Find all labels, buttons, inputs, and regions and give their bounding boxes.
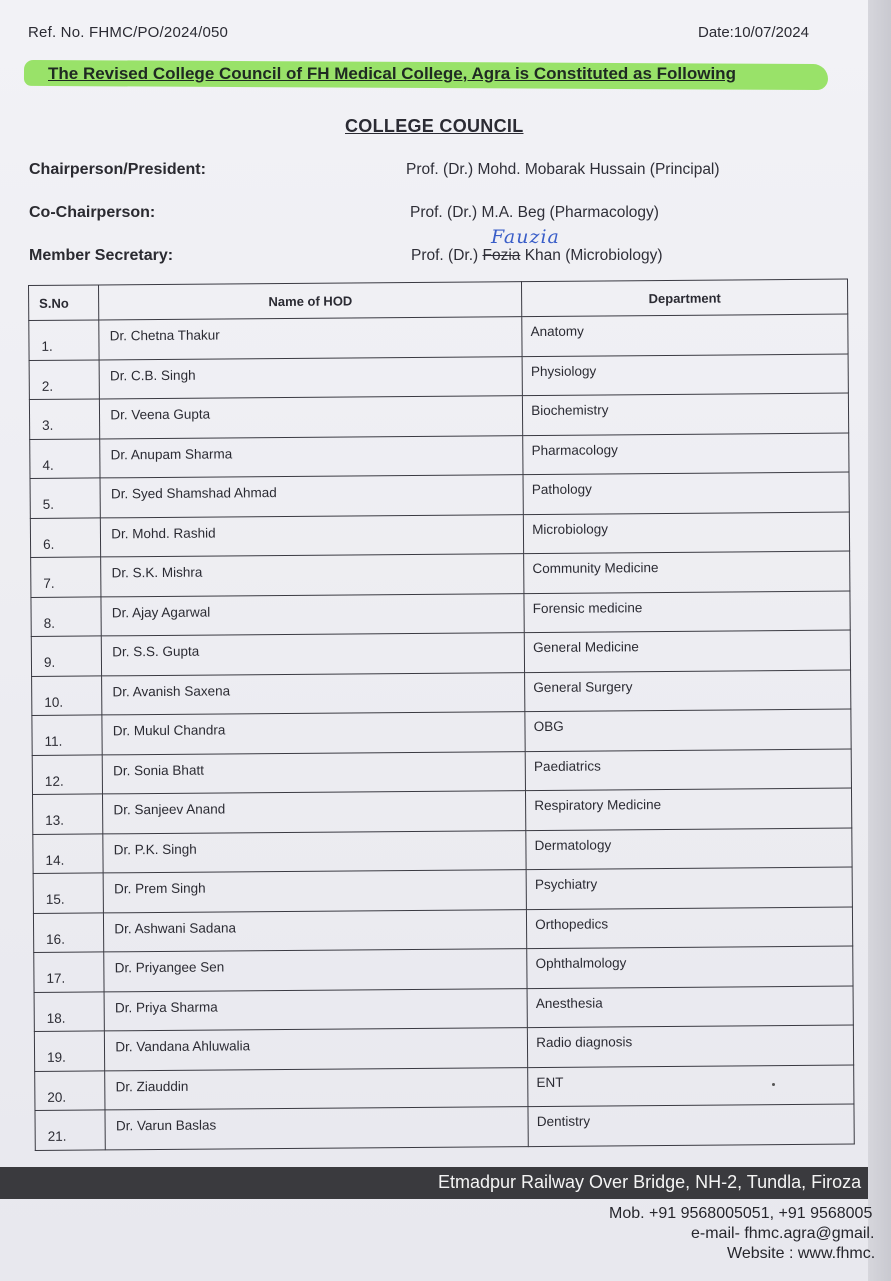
row-department: OBG — [533, 718, 564, 735]
row-department: Forensic medicine — [532, 599, 643, 616]
row-sno-cell — [31, 557, 102, 597]
row-sno: 21. — [47, 1128, 67, 1144]
footer-mobile: Mob. +91 9568005051, +91 9568005 — [609, 1205, 873, 1222]
row-sno-cell — [31, 636, 102, 676]
row-sno-cell — [32, 754, 103, 794]
row-sno: 1. — [41, 338, 53, 354]
row-hod-name-cell — [102, 633, 525, 676]
row-hod-name-cell — [101, 554, 524, 597]
table-row — [34, 986, 853, 1032]
chairperson-value: Prof. (Dr.) Mohd. Mobarak Hussain (Principal) — [406, 161, 720, 178]
row-department-cell — [527, 946, 853, 988]
row-department-cell — [527, 986, 853, 1028]
table-row — [29, 393, 848, 439]
row-department-cell — [525, 670, 851, 712]
row-sno: 18. — [46, 1010, 66, 1026]
row-department: ENT — [536, 1074, 564, 1090]
row-sno-cell — [33, 833, 104, 873]
row-sno: 7. — [43, 575, 55, 591]
row-department-cell — [528, 1104, 854, 1146]
row-hod-name-cell — [105, 1067, 528, 1110]
row-department-cell — [522, 314, 848, 356]
row-sno: 14. — [45, 852, 65, 868]
row-hod-name: Dr. S.K. Mishra — [111, 564, 203, 581]
table-row — [30, 433, 849, 479]
header-sno: S.No — [29, 285, 100, 321]
row-department-cell — [524, 551, 850, 593]
row-sno: 17. — [46, 970, 66, 986]
document-headline: The Revised College Council of FH Medical College, Agra is Constituted as Following — [48, 64, 736, 83]
table-row — [31, 630, 850, 676]
row-sno: 4. — [42, 457, 54, 473]
row-hod-name: Dr. Sonia Bhatt — [113, 762, 204, 778]
co-chairperson-label: Co-Chairperson: — [29, 204, 156, 221]
row-department-cell — [526, 828, 852, 870]
row-sno-cell — [29, 399, 100, 439]
table-row — [34, 946, 853, 992]
row-hod-name-cell — [105, 1028, 528, 1071]
row-sno: 11. — [44, 733, 63, 749]
row-hod-name: Dr. Mohd. Rashid — [111, 525, 216, 541]
row-sno-cell — [33, 912, 104, 952]
row-department: Anesthesia — [535, 995, 603, 1011]
row-hod-name-cell — [101, 593, 524, 636]
row-sno: 12. — [44, 773, 64, 789]
table-row — [33, 907, 852, 953]
row-hod-name: Dr. Ajay Agarwal — [111, 604, 211, 620]
row-department-cell — [526, 788, 852, 830]
row-sno-cell — [35, 1110, 106, 1150]
row-sno-cell — [30, 438, 101, 478]
row-department-cell — [523, 472, 849, 514]
row-department: Pharmacology — [531, 441, 618, 458]
page-edge — [868, 0, 891, 1281]
council-title: COLLEGE COUNCIL — [345, 116, 524, 136]
row-hod-name: Dr. Prem Singh — [113, 880, 206, 897]
co-chairperson-value: Prof. (Dr.) M.A. Beg (Pharmacology) — [410, 204, 659, 221]
row-sno-cell — [33, 873, 104, 913]
struck-name: Fozia — [482, 247, 521, 264]
row-department-cell — [528, 1065, 854, 1107]
table-body — [29, 314, 854, 1150]
row-sno-cell — [32, 715, 103, 755]
header-department: Department — [522, 279, 848, 317]
table-row — [35, 1104, 854, 1150]
row-sno: 20. — [47, 1089, 67, 1105]
row-hod-name: Dr. Anupam Sharma — [110, 445, 233, 462]
row-department: Microbiology — [532, 520, 608, 537]
table-row — [35, 1065, 854, 1111]
row-hod-name-cell — [104, 988, 527, 1031]
row-department: Biochemistry — [531, 402, 609, 419]
row-hod-name: Dr. Avanish Saxena — [112, 682, 231, 699]
row-sno-cell — [35, 1070, 106, 1110]
row-sno: 8. — [43, 615, 55, 631]
table-row — [30, 472, 849, 518]
row-department: Dentistry — [536, 1113, 591, 1130]
row-hod-name: Dr. Chetna Thakur — [109, 327, 220, 344]
row-sno: 13. — [45, 812, 65, 828]
row-department-cell — [524, 512, 850, 554]
row-sno-cell — [33, 794, 104, 834]
row-hod-name: Dr. Priya Sharma — [114, 999, 218, 1015]
row-hod-name: Dr. Veena Gupta — [110, 406, 211, 423]
row-department-cell — [524, 630, 850, 672]
row-hod-name: Dr. Ashwani Sadana — [114, 919, 237, 936]
footer-address: Etmadpur Railway Over Bridge, NH-2, Tundla, Firoza — [438, 1172, 862, 1192]
row-sno-cell — [34, 991, 105, 1031]
row-hod-name-cell — [105, 1107, 528, 1150]
chairperson-label: Chairperson/President: — [29, 161, 206, 178]
row-department: Pathology — [531, 481, 592, 498]
row-department-cell — [525, 749, 851, 791]
row-sno-cell — [34, 1031, 105, 1071]
row-sno: 15. — [45, 891, 65, 907]
hod-table — [28, 279, 855, 1151]
row-department: Respiratory Medicine — [534, 797, 662, 814]
row-sno-cell — [32, 675, 103, 715]
row-hod-name-cell — [104, 909, 527, 952]
row-hod-name: Dr. Sanjeev Anand — [113, 801, 226, 818]
header-name: Name of HOD — [99, 282, 522, 320]
table-row — [30, 512, 849, 558]
table-row — [34, 1025, 853, 1071]
footer-website: Website : www.fhmc. — [727, 1245, 876, 1262]
row-hod-name: Dr. Varun Baslas — [115, 1117, 217, 1134]
row-department: Psychiatry — [534, 876, 598, 893]
secretary-suffix: Khan (Microbiology) — [520, 247, 663, 264]
row-department-cell — [523, 433, 849, 475]
row-department: Radio diagnosis — [536, 1034, 633, 1051]
row-department-cell — [523, 393, 849, 435]
row-hod-name: Dr. Vandana Ahluwalia — [115, 1038, 251, 1055]
row-department-cell — [522, 354, 848, 396]
row-department-cell — [527, 907, 853, 949]
row-department: Physiology — [530, 363, 597, 379]
row-department: Ophthalmology — [535, 955, 627, 972]
row-hod-name-cell — [100, 475, 523, 518]
member-secretary-value — [411, 247, 663, 265]
reference-number: Ref. No. FHMC/PO/2024/050 — [28, 24, 229, 41]
row-sno-cell — [29, 359, 100, 399]
row-department: General Surgery — [533, 678, 633, 695]
row-hod-name-cell — [99, 317, 522, 360]
row-sno-cell — [30, 478, 101, 518]
row-sno: 9. — [43, 654, 56, 670]
table-row — [32, 709, 851, 755]
row-hod-name: Dr. Syed Shamshad Ahmad — [110, 485, 277, 502]
row-sno-cell — [29, 320, 100, 360]
row-hod-name: Dr. Priyangee Sen — [114, 959, 225, 976]
row-department-cell — [525, 709, 851, 751]
row-sno: 10. — [44, 694, 64, 710]
row-hod-name-cell — [103, 870, 526, 913]
row-hod-name-cell — [101, 514, 524, 557]
row-hod-name: Dr. P.K. Singh — [113, 841, 197, 857]
table-row — [32, 749, 851, 795]
table-row — [31, 591, 850, 637]
row-department: Orthopedics — [535, 915, 609, 932]
row-hod-name-cell — [100, 435, 523, 478]
row-department: Dermatology — [534, 836, 612, 853]
row-sno-cell — [30, 517, 101, 557]
row-hod-name: Dr. S.S. Gupta — [112, 643, 200, 660]
row-department: General Medicine — [533, 639, 639, 656]
table-row — [31, 551, 850, 597]
row-hod-name: Dr. Ziauddin — [115, 1078, 189, 1094]
row-hod-name-cell — [100, 396, 523, 439]
handwritten-correction: Fauzia — [491, 226, 560, 248]
row-sno-cell — [34, 952, 105, 992]
row-hod-name-cell — [102, 751, 525, 794]
row-hod-name-cell — [99, 356, 522, 399]
row-department-cell — [524, 591, 850, 633]
secretary-prefix: Prof. (Dr.) — [411, 247, 483, 264]
row-department-cell — [528, 1025, 854, 1067]
row-hod-name: Dr. Mukul Chandra — [112, 722, 226, 739]
table-row — [33, 867, 852, 913]
member-secretary-label: Member Secretary: — [29, 247, 174, 264]
row-hod-name: Dr. C.B. Singh — [109, 367, 196, 383]
row-department: Anatomy — [530, 323, 584, 340]
row-hod-name-cell — [103, 791, 526, 834]
row-department: Community Medicine — [532, 560, 659, 577]
row-hod-name-cell — [104, 949, 527, 992]
row-department: Paediatrics — [533, 758, 601, 774]
row-sno: 6. — [42, 536, 55, 552]
table-row — [33, 828, 852, 874]
row-hod-name-cell — [102, 712, 525, 755]
row-hod-name-cell — [102, 672, 525, 715]
row-sno-cell — [31, 596, 102, 636]
row-sno: 2. — [41, 378, 54, 394]
row-sno: 5. — [42, 496, 55, 512]
table-row — [33, 788, 852, 834]
table-row — [29, 354, 848, 400]
table-row — [32, 670, 851, 716]
row-department-cell — [526, 867, 852, 909]
row-sno: 16. — [46, 931, 65, 947]
footer-email: e-mail- fhmc.agra@gmail. — [691, 1225, 875, 1242]
row-sno: 3. — [42, 417, 54, 433]
row-sno: 19. — [47, 1049, 66, 1065]
row-hod-name-cell — [103, 830, 526, 873]
table-row — [29, 314, 848, 360]
stray-mark — [772, 1083, 775, 1086]
document-date: Date:10/07/2024 — [698, 24, 809, 41]
